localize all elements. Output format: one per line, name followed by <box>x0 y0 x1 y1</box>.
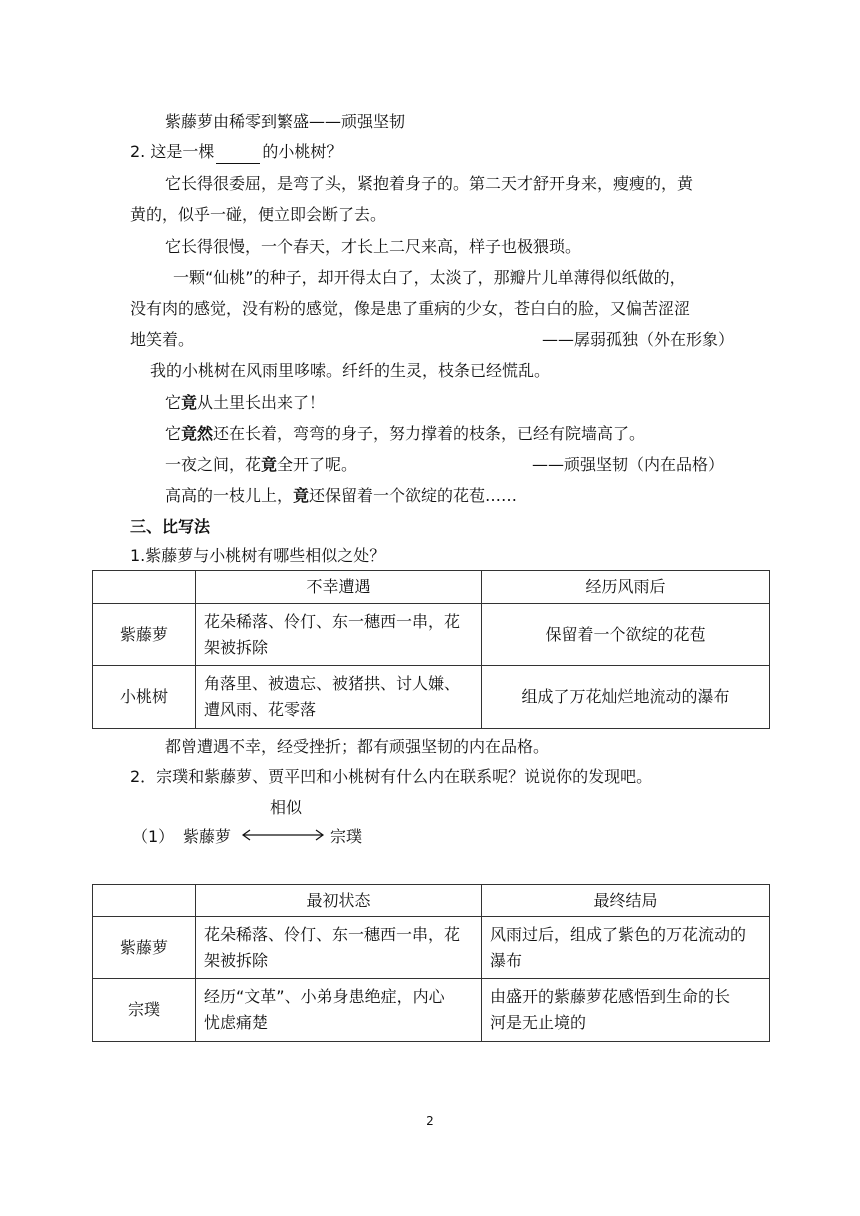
cell-line: 遭风雨、花零落 <box>204 700 317 719</box>
emphasis-word: 竟然 <box>181 424 214 443</box>
text: 从土里长出来了！ <box>197 393 326 412</box>
text: 还保留着一个欲绽的花苞…… <box>309 486 518 505</box>
annotation-tag: ——孱弱孤独（外在形象） <box>542 330 735 349</box>
cell-line: 瀑布 <box>490 950 523 970</box>
table-cell-name: 紫藤萝 <box>93 604 196 666</box>
table-cell <box>196 917 482 979</box>
table-cell-name: 紫藤萝 <box>93 917 196 979</box>
quote-line: 地笑着。 <box>130 330 195 349</box>
cell-line: 花朵稀落、伶仃、东一穗西一串，花 <box>204 611 461 631</box>
table-row <box>93 604 770 666</box>
cell-line: 架被拆除 <box>204 950 269 970</box>
table-cell <box>196 666 482 729</box>
question-text: 2. 这是一棵 <box>130 142 215 161</box>
table-header-row <box>93 885 770 917</box>
question-2b: 2．宗璞和紫藤萝、贾平凹和小桃树有什么内在联系呢？说说你的发现吧。 <box>130 767 653 786</box>
table-cell-name: 宗璞 <box>93 979 196 1042</box>
comparison-table-1 <box>92 570 770 729</box>
section-heading: 三、比写法 <box>130 517 211 536</box>
quote-line <box>165 453 357 477</box>
table-header-cell: 经历风雨后 <box>482 571 770 604</box>
quote-line: 一颗“仙桃”的种子，却开得太白了，太淡了，那瓣片儿单薄得似纸做的， <box>173 268 686 287</box>
table-cell <box>482 917 770 979</box>
text: 高高的一枝儿上， <box>165 486 294 505</box>
cell-line: 角落里、被遗忘、被猪拱、讨人嫌、 <box>204 674 461 693</box>
cell-line: 经历“文革”、小弟身患绝症，内心 <box>204 987 445 1006</box>
table-cell <box>482 979 770 1042</box>
relation-right: 宗璞 <box>330 827 363 846</box>
text: 它 <box>165 393 182 412</box>
quote-line: 它长得很慢，一个春天，才长上二尺来高，样子也极猥琐。 <box>165 237 582 256</box>
double-arrow-icon <box>240 828 326 842</box>
quote-line: 没有肉的感觉，没有粉的感觉，像是患了重病的少女，苍白白的脸，又偏苦涩涩 <box>130 299 691 318</box>
quote-line: 黄的，似乎一碰，便立即会断了去。 <box>130 205 387 224</box>
page-number: 2 <box>426 1114 434 1128</box>
table-header-cell: 不幸遭遇 <box>196 571 482 604</box>
table-header-row <box>93 571 770 604</box>
question-1: 1.紫藤萝与小桃树有哪些相似之处？ <box>130 546 386 565</box>
text: 全开了呢。 <box>277 455 358 474</box>
cell-line: 花朵稀落、伶仃、东一穗西一串，花 <box>204 924 461 944</box>
table-header-cell <box>93 885 196 917</box>
quote-line <box>165 484 517 508</box>
cell-line: 河是无止境的 <box>490 1013 587 1032</box>
emphasis-word: 竟 <box>261 455 278 474</box>
summary-line: 都曾遭遇不幸，经受挫折；都有顽强坚韧的内在品格。 <box>165 737 550 756</box>
relation-left: 紫藤萝 <box>183 827 232 846</box>
table-cell <box>196 979 482 1042</box>
table-cell <box>196 604 482 666</box>
quote-line: 它长得很委屈，是弯了头，紧抱着身子的。第二天才舒开身来，瘦瘦的，黄 <box>165 174 694 193</box>
cell-line: 风雨过后，组成了紫色的万花流动的 <box>490 924 747 944</box>
table-cell: 组成了万花灿烂地流动的瀑布 <box>482 666 770 729</box>
emphasis-word: 竟 <box>293 486 310 505</box>
annotation-tag: ——顽强坚韧（内在品格） <box>532 455 725 474</box>
quote-line <box>165 422 645 446</box>
fill-blank <box>216 145 260 164</box>
table-header-cell: 最初状态 <box>196 885 482 917</box>
relation-number: （1） <box>132 827 175 846</box>
text: 它 <box>165 424 182 443</box>
text: 还在长着，弯弯的身子，努力撑着的枝条，已经有院墙高了。 <box>213 424 646 443</box>
table-cell-name: 小桃树 <box>93 666 196 729</box>
cell-line: 架被拆除 <box>204 637 269 657</box>
table-row <box>93 666 770 729</box>
table-row <box>93 917 770 979</box>
quote-line <box>165 391 325 415</box>
cell-line: 由盛开的紫藤萝花感悟到生命的长 <box>490 987 731 1006</box>
paragraph: 紫藤萝由稀零到繁盛——顽强坚韧 <box>165 112 406 131</box>
relation-label: 相似 <box>270 798 303 817</box>
text: 一夜之间，花 <box>165 455 262 474</box>
table-header-cell: 最终结局 <box>482 885 770 917</box>
emphasis-word: 竟 <box>181 393 198 412</box>
table-cell: 保留着一个欲绽的花苞 <box>482 604 770 666</box>
table-header-cell <box>93 571 196 604</box>
question-text: 的小桃树？ <box>262 142 343 161</box>
question-2 <box>130 140 342 164</box>
comparison-table-2 <box>92 884 770 1042</box>
quote-line: 我的小桃树在风雨里哆嗦。纤纤的生灵，枝条已经慌乱。 <box>150 361 551 380</box>
table-row <box>93 979 770 1042</box>
cell-line: 忧虑痛楚 <box>204 1013 269 1032</box>
